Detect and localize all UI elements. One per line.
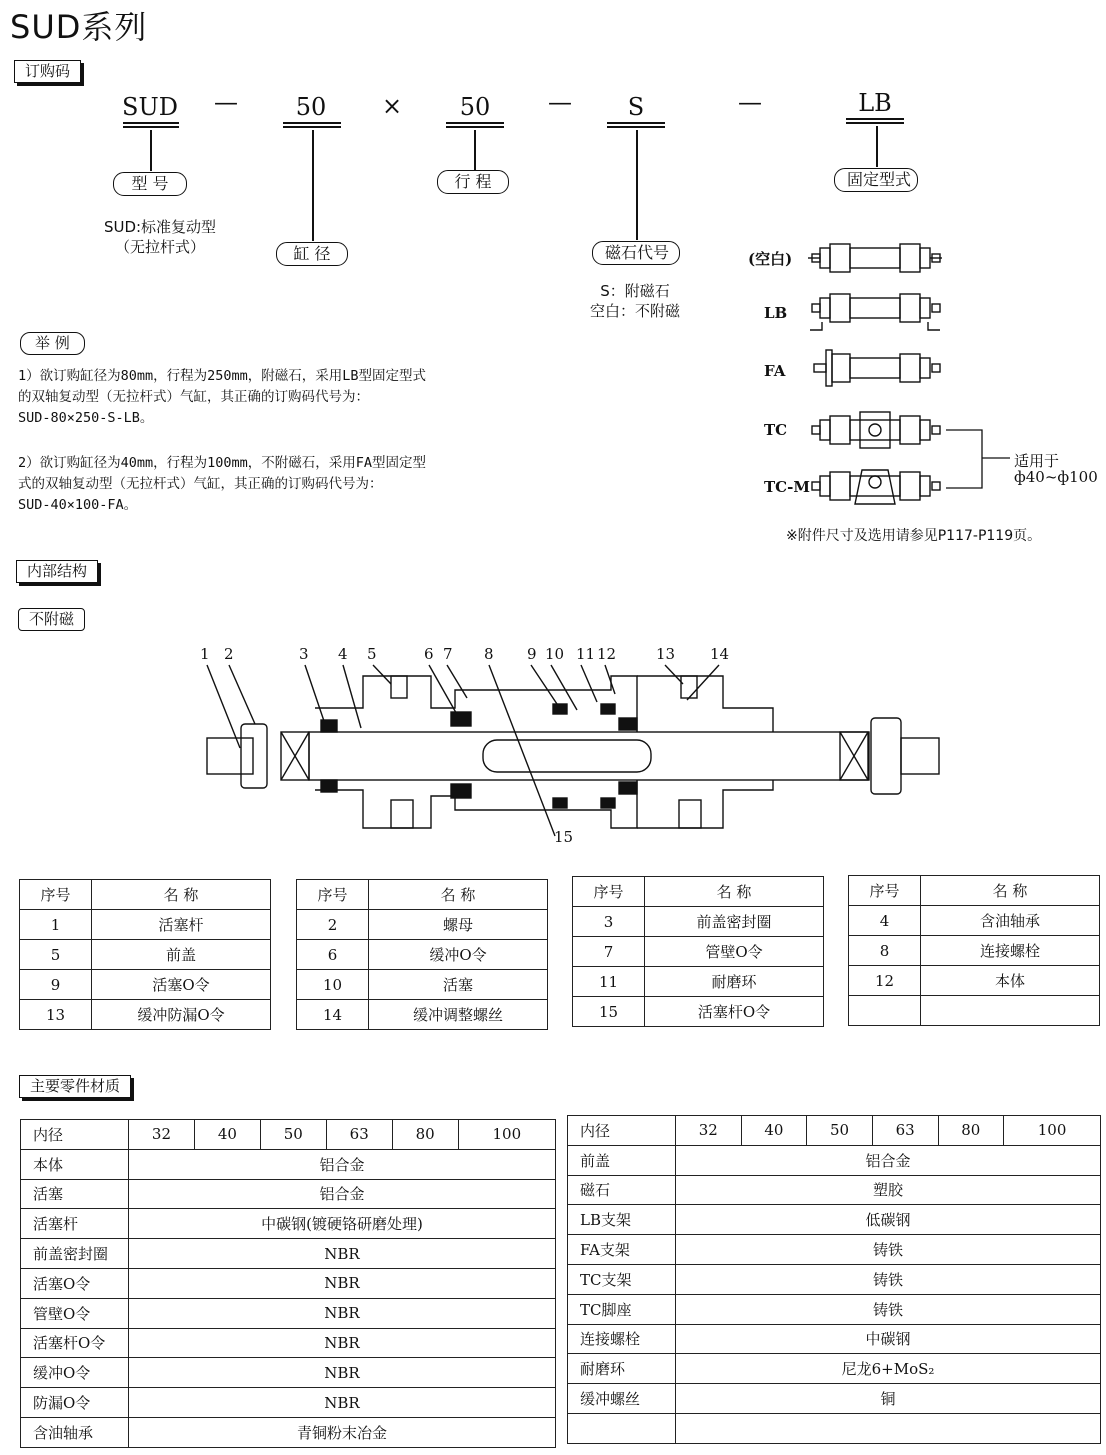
table-row <box>568 1145 1101 1175</box>
mount-tc-icon <box>812 412 940 448</box>
part-label: 前盖 <box>568 1145 676 1175</box>
example-2-line-3: SUD-40×100-FA。 <box>18 497 138 513</box>
material-value <box>676 1413 1101 1443</box>
parts-header-name: 名 称 <box>921 876 1100 906</box>
material-value: NBR <box>129 1239 556 1269</box>
part-name: 管壁O令 <box>645 937 824 967</box>
code-sep-3: — <box>548 88 572 116</box>
callout-6: 6 <box>424 645 434 663</box>
table-row <box>568 1413 1101 1443</box>
bore-value: 100 <box>458 1120 555 1150</box>
part-label: 防漏O令 <box>21 1388 129 1418</box>
table-row <box>573 997 824 1027</box>
table-row <box>573 967 824 997</box>
parts-table-2 <box>296 879 548 1030</box>
callout-13: 13 <box>656 645 676 663</box>
example-1-line-2: 的双轴复动型（无拉杆式）气缸，其正确的订购码代号为： <box>18 389 369 405</box>
part-name: 活塞 <box>369 970 548 1000</box>
table-row <box>573 907 824 937</box>
part-name: 活塞杆 <box>92 910 271 940</box>
table-row <box>849 936 1100 966</box>
magnet-note-1: S：附磁石 <box>600 282 670 300</box>
callout-5: 5 <box>367 645 377 663</box>
table-row <box>568 1205 1101 1235</box>
table-row <box>849 906 1100 936</box>
callout-7: 7 <box>443 645 453 663</box>
part-no: 3 <box>573 907 645 937</box>
parts-table-3 <box>572 876 824 1027</box>
callout-9: 9 <box>527 645 537 663</box>
label-magnet: 磁石代号 <box>592 241 680 265</box>
mount-label-fa: FA <box>764 362 786 380</box>
table-row <box>297 910 548 940</box>
part-label: 耐磨环 <box>568 1354 676 1384</box>
callout-1: 1 <box>200 645 210 663</box>
bore-value: 40 <box>741 1116 807 1146</box>
parts-header-no: 序号 <box>20 880 92 910</box>
section-structure: 内部结构 <box>16 560 98 583</box>
material-table-left <box>20 1119 556 1448</box>
material-table-right <box>567 1115 1101 1444</box>
model-note-2: （无拉杆式） <box>114 238 205 256</box>
part-name: 前盖密封圈 <box>645 907 824 937</box>
table-row <box>21 1417 556 1447</box>
part-name: 缓冲防漏O令 <box>92 1000 271 1030</box>
part-name: 缓冲O令 <box>369 940 548 970</box>
part-name: 活塞O令 <box>92 970 271 1000</box>
bore-value: 50 <box>807 1116 873 1146</box>
connector-mount <box>876 126 878 167</box>
material-value: 中碳钢(镀硬铬研磨处理) <box>129 1209 556 1239</box>
section-non-magnetic: 不附磁 <box>18 608 85 631</box>
bore-value: 40 <box>194 1120 260 1150</box>
label-mount: 固定型式 <box>834 168 918 192</box>
code-magnet: S <box>627 93 645 121</box>
mount-lb-icon <box>810 294 940 330</box>
table-row <box>568 1294 1101 1324</box>
part-label: 活塞杆 <box>21 1209 129 1239</box>
label-model: 型 号 <box>113 172 187 196</box>
material-value: 低碳钢 <box>676 1205 1101 1235</box>
callout-10: 10 <box>545 645 565 663</box>
example-1-line-3: SUD-80×250-S-LB。 <box>18 410 154 426</box>
part-label: 连接螺栓 <box>568 1324 676 1354</box>
connector-bore <box>312 130 314 241</box>
part-no: 15 <box>573 997 645 1027</box>
part-no: 11 <box>573 967 645 997</box>
bore-header-label: 内径 <box>21 1120 129 1150</box>
bore-value: 63 <box>326 1120 392 1150</box>
bore-value: 50 <box>260 1120 326 1150</box>
part-label: 活塞杆O令 <box>21 1328 129 1358</box>
model-note-1: SUD:标准复动型 <box>103 218 217 236</box>
table-row <box>849 966 1100 996</box>
table-row <box>297 940 548 970</box>
part-label <box>568 1413 676 1443</box>
material-value: NBR <box>129 1358 556 1388</box>
callout-11: 11 <box>576 645 596 663</box>
part-no: 12 <box>849 966 921 996</box>
callout-14: 14 <box>710 645 730 663</box>
bore-value: 32 <box>129 1120 195 1150</box>
material-value: 青铜粉末冶金 <box>129 1417 556 1447</box>
mount-label-tc: TC <box>764 421 788 439</box>
connector-magnet <box>636 130 638 240</box>
material-value: 尼龙6+MoS₂ <box>676 1354 1101 1384</box>
part-no: 13 <box>20 1000 92 1030</box>
part-no: 1 <box>20 910 92 940</box>
code-sep-2: × <box>381 92 403 120</box>
parts-table-1 <box>19 879 271 1030</box>
table-row <box>21 1328 556 1358</box>
part-label: 活塞O令 <box>21 1268 129 1298</box>
mount-tcm-icon <box>812 470 940 504</box>
part-label: 含油轴承 <box>21 1417 129 1447</box>
table-row <box>20 910 271 940</box>
material-value: 铸铁 <box>676 1294 1101 1324</box>
material-value: 铝合金 <box>676 1145 1101 1175</box>
material-value: 铸铁 <box>676 1235 1101 1265</box>
code-mount-underline <box>846 118 904 124</box>
material-value: 铜 <box>676 1384 1101 1414</box>
connector-stroke <box>474 130 476 170</box>
part-no: 5 <box>20 940 92 970</box>
table-row <box>568 1354 1101 1384</box>
table-row <box>849 996 1100 1026</box>
part-no: 4 <box>849 906 921 936</box>
code-model: SUD <box>122 93 178 121</box>
applicable-note-1: 适用于 <box>1014 452 1060 470</box>
material-value: NBR <box>129 1268 556 1298</box>
table-row <box>568 1384 1101 1414</box>
part-name <box>921 996 1100 1026</box>
part-no: 6 <box>297 940 369 970</box>
code-magnet-underline <box>607 122 665 128</box>
table-row <box>21 1298 556 1328</box>
table-row <box>20 940 271 970</box>
parts-header-no: 序号 <box>573 877 645 907</box>
table-row <box>21 1388 556 1418</box>
parts-header-name: 名 称 <box>645 877 824 907</box>
page-title: SUD系列 <box>10 8 148 46</box>
table-row <box>21 1239 556 1269</box>
material-value: 铝合金 <box>129 1149 556 1179</box>
callout-8: 8 <box>484 645 494 663</box>
part-label: 活塞 <box>21 1179 129 1209</box>
callout-4: 4 <box>338 645 348 663</box>
part-no: 8 <box>849 936 921 966</box>
parts-header-name: 名 称 <box>92 880 271 910</box>
label-stroke: 行 程 <box>437 170 509 194</box>
part-name: 耐磨环 <box>645 967 824 997</box>
table-row <box>21 1358 556 1388</box>
callout-2: 2 <box>224 645 234 663</box>
part-label: 本体 <box>21 1149 129 1179</box>
material-value: NBR <box>129 1388 556 1418</box>
mount-blank-icon <box>808 244 942 272</box>
part-name: 连接螺栓 <box>921 936 1100 966</box>
part-no: 7 <box>573 937 645 967</box>
part-no <box>849 996 921 1026</box>
part-name: 含油轴承 <box>921 906 1100 936</box>
part-label: FA支架 <box>568 1235 676 1265</box>
material-value: 塑胶 <box>676 1175 1101 1205</box>
code-sep-1: — <box>214 88 238 116</box>
table-row <box>21 1268 556 1298</box>
part-name: 前盖 <box>92 940 271 970</box>
table-row <box>21 1209 556 1239</box>
code-sep-4: — <box>738 88 762 116</box>
parts-header-name: 名 称 <box>369 880 548 910</box>
code-stroke: 50 <box>459 93 491 121</box>
applicable-bracket <box>944 420 1014 500</box>
table-row <box>568 1235 1101 1265</box>
mount-label-blank: (空白) <box>748 250 793 268</box>
parts-header-no: 序号 <box>297 880 369 910</box>
part-no: 9 <box>20 970 92 1000</box>
mount-label-lb: LB <box>764 304 788 322</box>
material-value: NBR <box>129 1328 556 1358</box>
material-value: 铝合金 <box>129 1179 556 1209</box>
part-label: TC支架 <box>568 1264 676 1294</box>
parts-header-no: 序号 <box>849 876 921 906</box>
material-value: NBR <box>129 1298 556 1328</box>
code-bore-underline <box>283 122 341 128</box>
material-value: 铸铁 <box>676 1264 1101 1294</box>
section-materials: 主要零件材质 <box>19 1075 131 1098</box>
section-example: 举 例 <box>20 332 85 355</box>
part-label: 前盖密封圈 <box>21 1239 129 1269</box>
table-row <box>20 1000 271 1030</box>
section-order-code: 订购码 <box>14 60 81 83</box>
code-stroke-underline <box>446 122 504 128</box>
material-value: 中碳钢 <box>676 1324 1101 1354</box>
part-name: 活塞杆O令 <box>645 997 824 1027</box>
part-label: 缓冲螺丝 <box>568 1384 676 1414</box>
connector-model <box>150 130 152 171</box>
bore-value: 80 <box>938 1116 1004 1146</box>
table-row <box>21 1179 556 1209</box>
part-no: 2 <box>297 910 369 940</box>
part-label: TC脚座 <box>568 1294 676 1324</box>
mount-drawings <box>800 230 960 510</box>
bore-value: 32 <box>676 1116 742 1146</box>
label-bore: 缸 径 <box>276 242 348 266</box>
callout-15: 15 <box>554 828 574 846</box>
magnet-note-2: 空白：不附磁 <box>589 302 680 320</box>
bore-value: 80 <box>392 1120 458 1150</box>
bore-value: 100 <box>1004 1116 1101 1146</box>
bore-header-label: 内径 <box>568 1116 676 1146</box>
table-row <box>297 1000 548 1030</box>
bore-value: 63 <box>872 1116 938 1146</box>
part-name: 本体 <box>921 966 1100 996</box>
part-no: 10 <box>297 970 369 1000</box>
parts-table-4 <box>848 875 1100 1026</box>
code-bore: 50 <box>295 93 327 121</box>
example-2-line-1: 2）欲订购缸径为40mm，行程为100mm，不附磁石，采用FA型固定型 <box>18 455 427 471</box>
callout-12: 12 <box>597 645 617 663</box>
code-mount: LB <box>858 89 892 117</box>
part-label: 管壁O令 <box>21 1298 129 1328</box>
part-label: LB支架 <box>568 1205 676 1235</box>
mount-label-tcm: TC-M <box>764 478 810 496</box>
part-name: 缓冲调整螺丝 <box>369 1000 548 1030</box>
table-row <box>568 1175 1101 1205</box>
code-model-underline <box>123 122 179 128</box>
part-label: 缓冲O令 <box>21 1358 129 1388</box>
cylinder-section-drawing <box>195 660 955 840</box>
example-2-line-2: 式的双轴复动型（无拉杆式）气缸，其正确的订购码代号为： <box>18 476 383 492</box>
table-row <box>21 1149 556 1179</box>
table-row <box>568 1264 1101 1294</box>
part-no: 14 <box>297 1000 369 1030</box>
applicable-note-2: ф40~ф100 <box>1014 468 1098 486</box>
table-row <box>297 970 548 1000</box>
mount-fa-icon <box>814 350 940 386</box>
table-row <box>573 937 824 967</box>
example-1-line-1: 1）欲订购缸径为80mm，行程为250mm，附磁石，采用LB型固定型式 <box>18 368 427 384</box>
table-row <box>20 970 271 1000</box>
part-name: 螺母 <box>369 910 548 940</box>
mount-footnote: ※附件尺寸及选用请参见P117-P119页。 <box>786 528 1042 544</box>
callout-3: 3 <box>299 645 309 663</box>
table-row <box>568 1324 1101 1354</box>
part-label: 磁石 <box>568 1175 676 1205</box>
